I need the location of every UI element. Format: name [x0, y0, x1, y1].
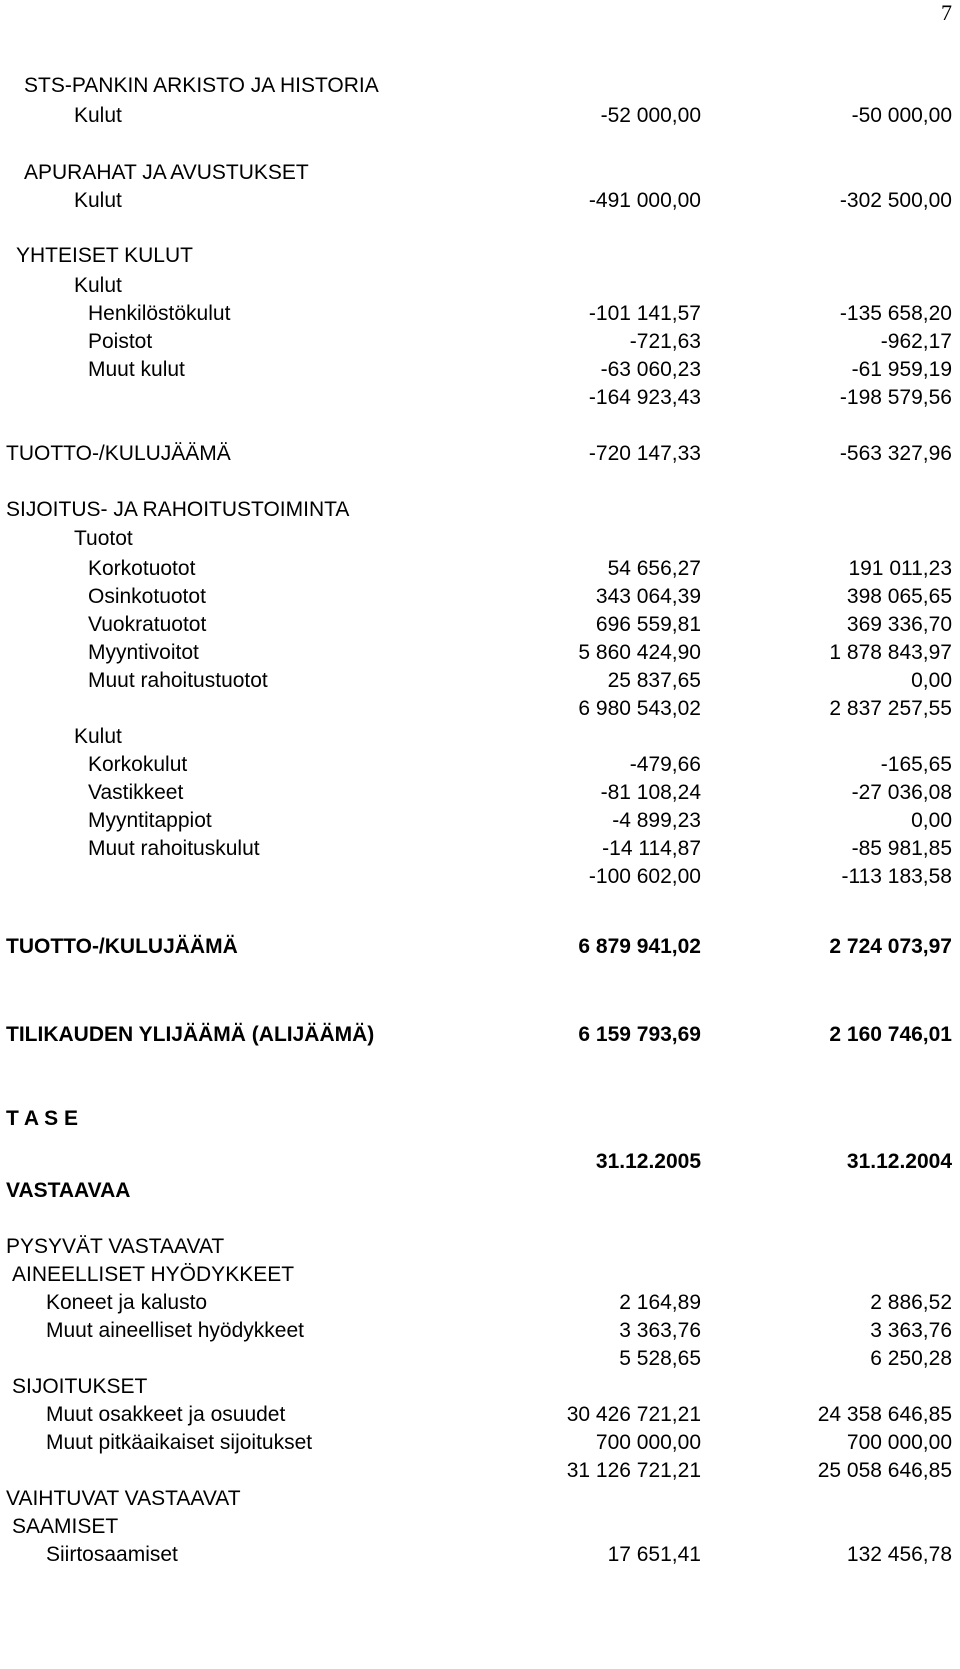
statement-row — [0, 1288, 960, 1318]
row-label: Koneet ja kalusto — [46, 1291, 208, 1314]
statement-row — [0, 1484, 960, 1514]
value-2004: 700 000,00 — [846, 1431, 952, 1454]
value-2005: -4 899,23 — [612, 809, 701, 832]
statement-row — [0, 439, 960, 469]
row-label: APURAHAT JA AVUSTUKSET — [24, 161, 309, 184]
value-2005: 31 126 721,21 — [566, 1459, 701, 1482]
value-2005: -52 000,00 — [600, 104, 701, 127]
value-2004: 0,00 — [911, 809, 952, 832]
row-label: Henkilöstökulut — [88, 302, 231, 325]
statement-row — [0, 750, 960, 780]
value-2005: 2 164,89 — [619, 1291, 701, 1314]
value-2004: 6 250,28 — [870, 1347, 952, 1370]
statement-row — [0, 1400, 960, 1430]
row-label: SIJOITUKSET — [12, 1375, 148, 1398]
value-2004: 2 160 746,01 — [829, 1023, 952, 1046]
statement-row — [0, 101, 960, 131]
row-label: AINEELLISET HYÖDYKKEET — [12, 1263, 295, 1286]
row-label: TUOTTO-/KULUJÄÄMÄ — [6, 442, 231, 465]
value-2005: 17 651,41 — [607, 1543, 701, 1566]
value-2004: -113 183,58 — [841, 865, 952, 888]
row-label: Kulut — [74, 189, 122, 212]
value-2004: 31.12.2004 — [846, 1150, 952, 1173]
value-2004: 2 837 257,55 — [829, 697, 952, 720]
statement-row — [0, 1316, 960, 1346]
statement-row — [0, 1020, 960, 1050]
statement-row — [0, 355, 960, 385]
statement-row — [0, 1176, 960, 1206]
row-label: TUOTTO-/KULUJÄÄMÄ — [6, 935, 238, 958]
statement-row — [0, 862, 960, 892]
row-label: YHTEISET KULUT — [16, 244, 193, 267]
statement-row — [0, 524, 960, 554]
statement-row — [0, 834, 960, 864]
value-2005: 6 879 941,02 — [578, 935, 701, 958]
statement-row — [0, 1540, 960, 1570]
value-2005: -63 060,23 — [600, 358, 701, 381]
statement-row — [0, 582, 960, 612]
value-2004: -85 981,85 — [851, 837, 952, 860]
row-label: PYSYVÄT VASTAAVAT — [6, 1235, 225, 1258]
statement-row — [0, 722, 960, 752]
statement-row — [0, 495, 960, 525]
statement-row — [0, 554, 960, 584]
statement-row — [0, 1147, 960, 1177]
statement-row — [0, 1260, 960, 1290]
value-2004: -135 658,20 — [839, 302, 952, 325]
statement-row — [0, 1512, 960, 1542]
statement-row — [0, 1456, 960, 1486]
value-2004: -61 959,19 — [851, 358, 952, 381]
value-2005: -14 114,87 — [602, 837, 701, 860]
row-label: Muut rahoitustuotot — [88, 669, 268, 692]
row-label: Myyntitappiot — [88, 809, 212, 832]
statement-row — [0, 327, 960, 357]
value-2005: 30 426 721,21 — [566, 1403, 701, 1426]
page-number: 7 — [941, 0, 952, 25]
row-label: T A S E — [6, 1107, 78, 1130]
row-label: VASTAAVAA — [6, 1179, 131, 1202]
row-label: Kulut — [74, 725, 122, 748]
value-2005: 54 656,27 — [607, 557, 701, 580]
row-label: SIJOITUS- JA RAHOITUSTOIMINTA — [6, 498, 350, 521]
statement-row — [0, 383, 960, 413]
value-2004: -27 036,08 — [851, 781, 952, 804]
row-label: Osinkotuotot — [88, 585, 206, 608]
value-2005: 31.12.2005 — [595, 1150, 701, 1173]
statement-row — [0, 1372, 960, 1402]
value-2004: 0,00 — [911, 669, 952, 692]
statement-row — [0, 1344, 960, 1374]
row-label: Korkokulut — [88, 753, 188, 776]
value-2005: 696 559,81 — [595, 613, 701, 636]
row-label: Kulut — [74, 104, 122, 127]
statement-row — [0, 806, 960, 836]
row-label: Siirtosaamiset — [46, 1543, 178, 1566]
value-2005: 6 159 793,69 — [578, 1023, 701, 1046]
row-label: Muut pitkäaikaiset sijoitukset — [46, 1431, 313, 1454]
row-label: Vastikkeet — [88, 781, 184, 804]
value-2005: -100 602,00 — [588, 865, 701, 888]
statement-row — [0, 932, 960, 962]
row-label: TILIKAUDEN YLIJÄÄMÄ (ALIJÄÄMÄ) — [6, 1023, 375, 1046]
value-2005: 3 363,76 — [619, 1319, 701, 1342]
value-2004: 191 011,23 — [848, 557, 952, 580]
statement-row — [0, 666, 960, 696]
value-2004: -50 000,00 — [851, 104, 952, 127]
statement-row — [0, 1428, 960, 1458]
value-2005: -101 141,57 — [588, 302, 701, 325]
value-2004: 369 336,70 — [846, 613, 952, 636]
value-2005: -479,66 — [629, 753, 701, 776]
value-2005: 5 860 424,90 — [578, 641, 701, 664]
value-2004: 1 878 843,97 — [829, 641, 952, 664]
value-2005: 6 980 543,02 — [578, 697, 701, 720]
value-2005: 5 528,65 — [619, 1347, 701, 1370]
value-2004: 24 358 646,85 — [817, 1403, 952, 1426]
row-label: Muut rahoituskulut — [88, 837, 260, 860]
statement-row — [0, 186, 960, 216]
row-label: VAIHTUVAT VASTAAVAT — [6, 1487, 241, 1510]
value-2005: -721,63 — [629, 330, 701, 353]
statement-row — [0, 610, 960, 640]
row-label: Muut kulut — [88, 358, 185, 381]
statement-row — [0, 694, 960, 724]
value-2005: -720 147,33 — [588, 442, 701, 465]
value-2005: 343 064,39 — [595, 585, 701, 608]
value-2004: -302 500,00 — [839, 189, 952, 212]
value-2004: -165,65 — [880, 753, 952, 776]
value-2005: -164 923,43 — [588, 386, 701, 409]
statement-row — [0, 71, 960, 101]
statement-row — [0, 638, 960, 668]
value-2004: 132 456,78 — [846, 1543, 952, 1566]
statement-row — [0, 299, 960, 329]
value-2004: 2 886,52 — [870, 1291, 952, 1314]
value-2004: -563 327,96 — [839, 442, 952, 465]
statement-row — [0, 1232, 960, 1262]
value-2005: 700 000,00 — [595, 1431, 701, 1454]
value-2005: -491 000,00 — [588, 189, 701, 212]
row-label: Poistot — [88, 330, 153, 353]
value-2005: 25 837,65 — [607, 669, 701, 692]
value-2004: 3 363,76 — [870, 1319, 952, 1342]
statement-row — [0, 158, 960, 188]
statement-row — [0, 1104, 960, 1134]
statement-row — [0, 241, 960, 271]
value-2004: -962,17 — [880, 330, 952, 353]
statement-row — [0, 271, 960, 301]
value-2004: -198 579,56 — [839, 386, 952, 409]
value-2004: 2 724 073,97 — [829, 935, 952, 958]
row-label: Muut aineelliset hyödykkeet — [46, 1319, 304, 1342]
row-label: Muut osakkeet ja osuudet — [46, 1403, 286, 1426]
statement-row — [0, 778, 960, 808]
row-label: Tuotot — [74, 527, 133, 550]
row-label: Korkotuotot — [88, 557, 196, 580]
row-label: SAAMISET — [12, 1515, 119, 1538]
value-2005: -81 108,24 — [600, 781, 701, 804]
row-label: STS-PANKIN ARKISTO JA HISTORIA — [24, 74, 379, 97]
value-2004: 398 065,65 — [846, 585, 952, 608]
row-label: Vuokratuotot — [88, 613, 207, 636]
row-label: Myyntivoitot — [88, 641, 199, 664]
row-label: Kulut — [74, 274, 122, 297]
value-2004: 25 058 646,85 — [817, 1459, 952, 1482]
